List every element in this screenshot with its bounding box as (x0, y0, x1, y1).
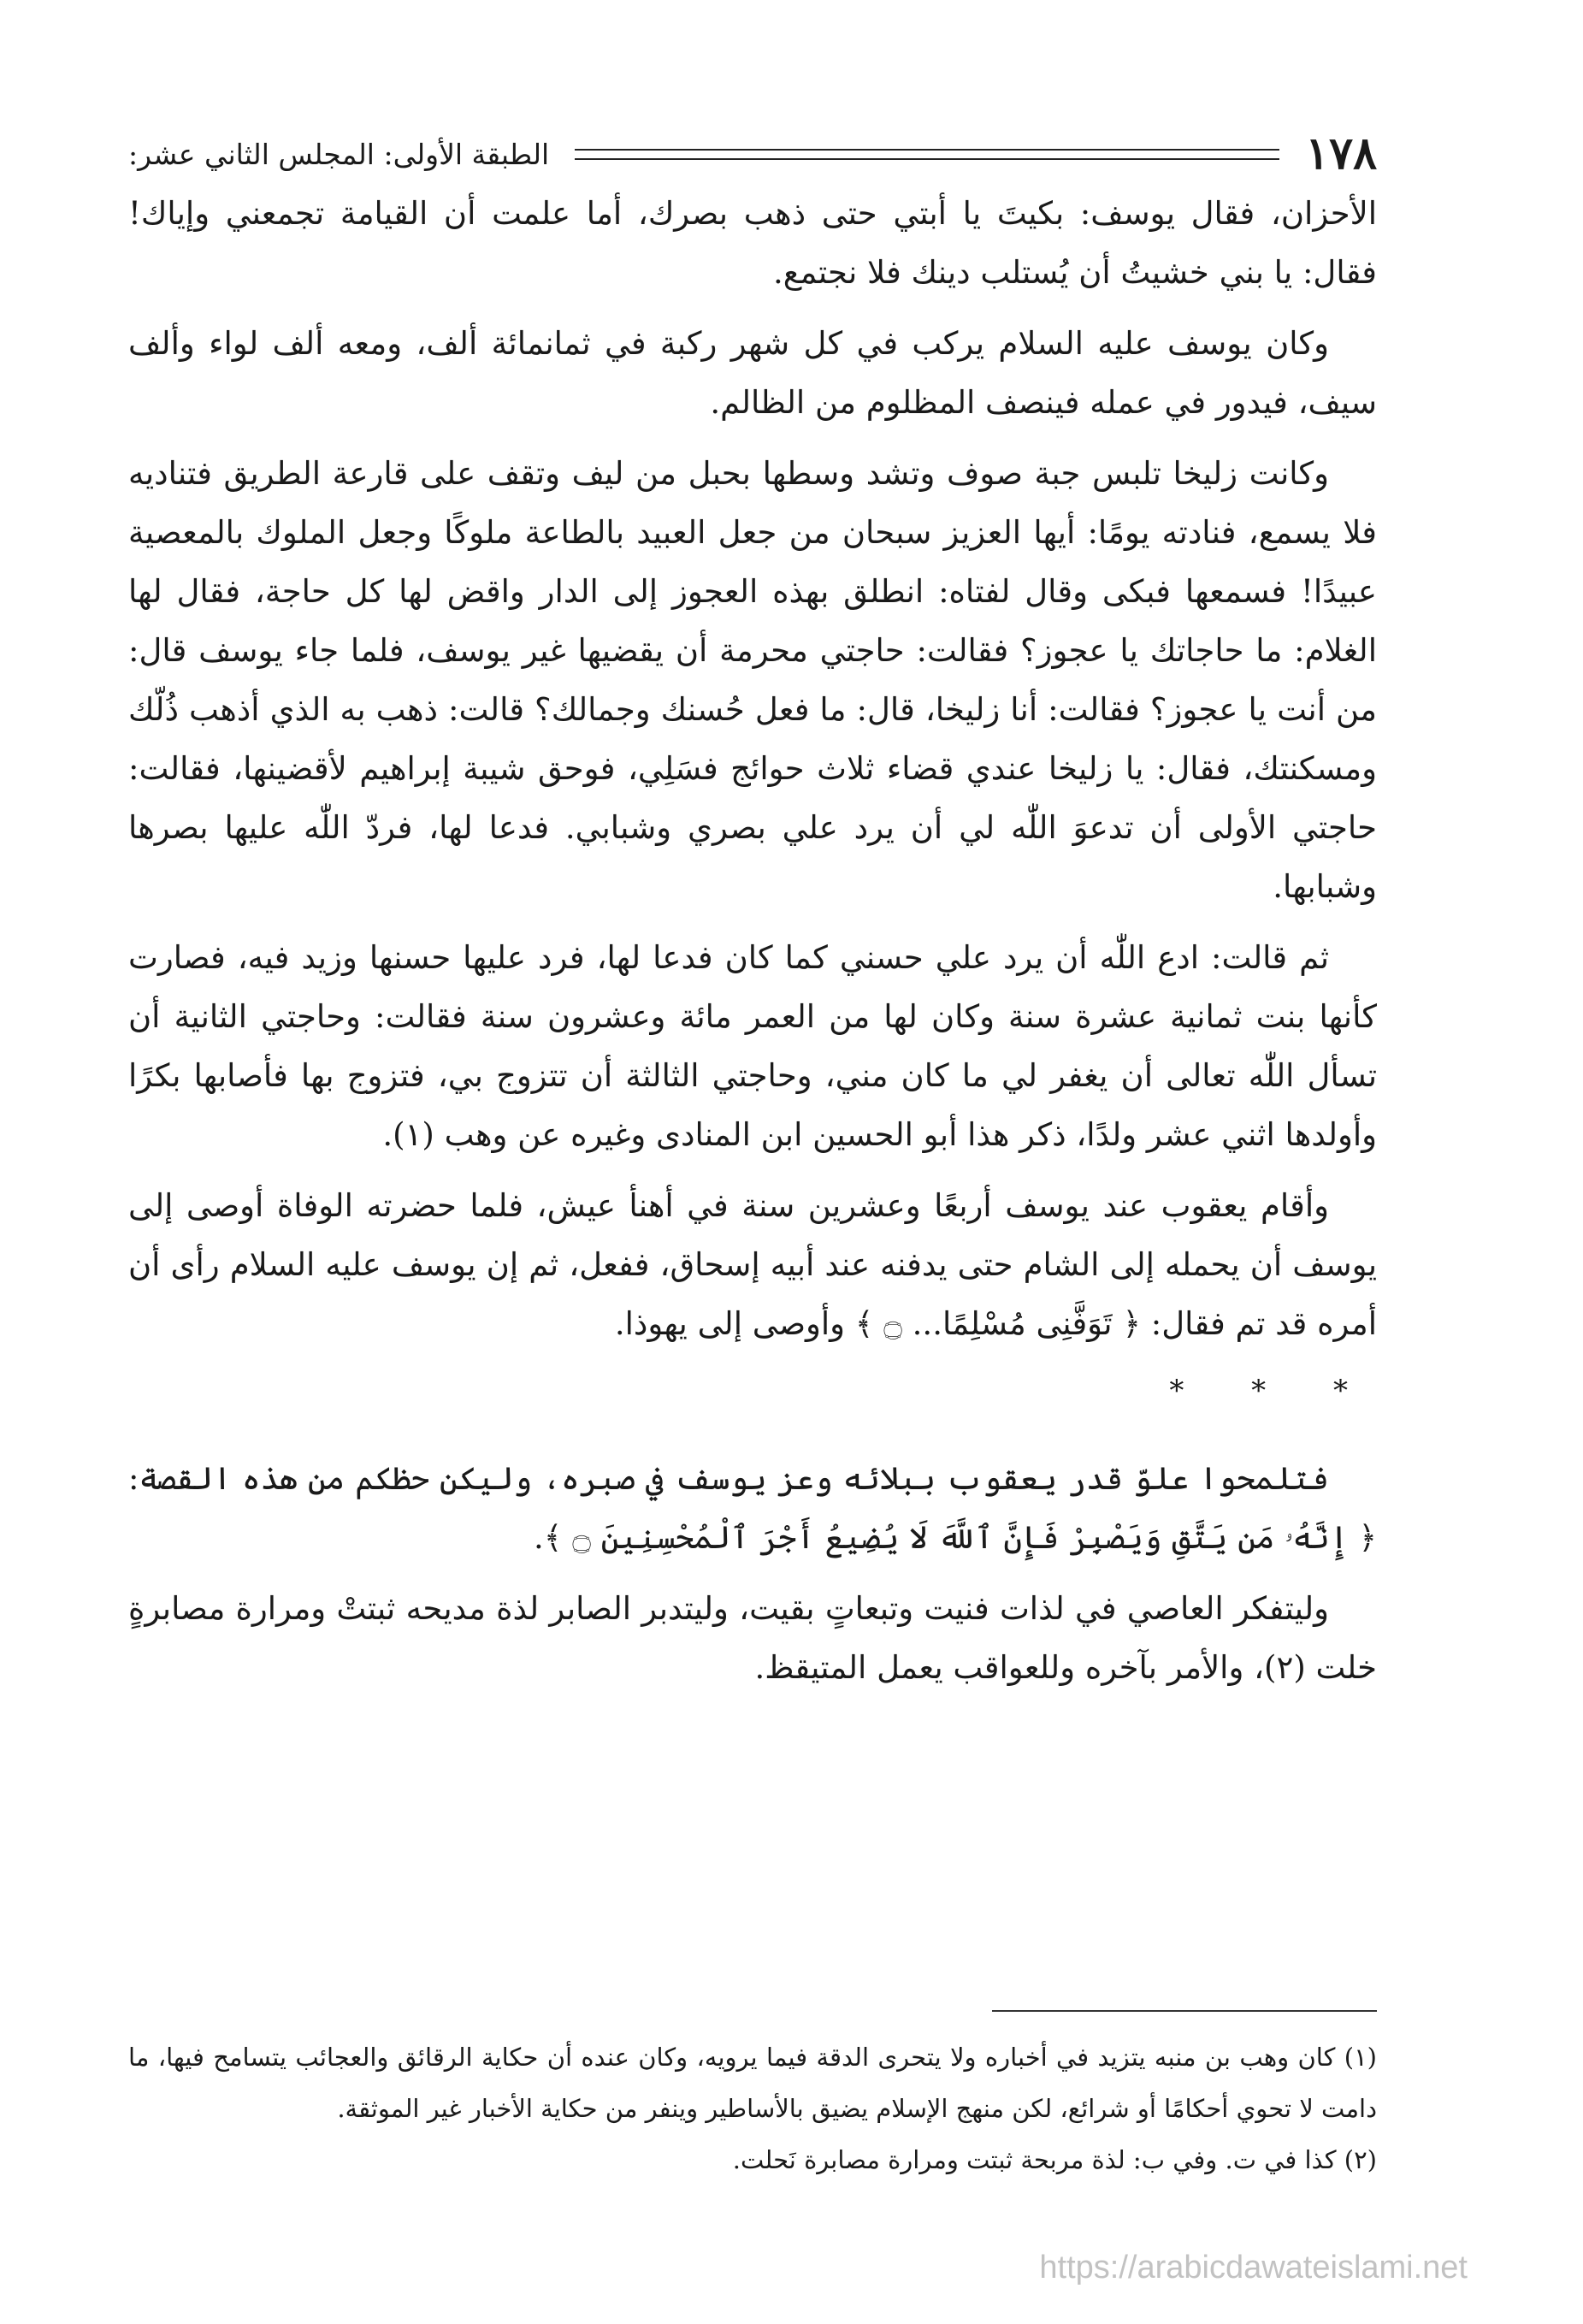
paragraph-5: وأقام يعقوب عند يوسف أربعًا وعشرين سنة في أهنأ عيش، فلما حضرته الوفاة أوصى إلى يوسف أن يحمله إلى الشام حتى يدفنه عند أبيه إسحاق، ففعل، ثم إن يوسف عليه السلام رأى أن أمره قد تم فقال: ﴿ تَوَفَّنِى مُسْلِمًا... ۝ ﴾ وأوصى إلى يهوذا. (128, 1187, 1377, 1342)
paragraph-6: فتلمحوا علوّ قدر يعقوب ببلائه وعز يوسف في صبره، وليكن حظكم من هذه القصة: ﴿ إِنَّهُۥ مَن يَتَّقِ وَيَصْبِرْ فَإِنَّ ٱللَّهَ لَا يُضِيعُ أَجْرَ ٱلْمُحْسِنِينَ ۝ ﴾. (128, 1460, 1377, 1556)
section-divider: * * * (1169, 1374, 1377, 1408)
header-rule (575, 149, 1279, 160)
watermark-url: https://arabicdawateislami.net (1039, 2250, 1468, 2286)
page-number: ١٧٨ (1305, 127, 1377, 180)
paragraph-4: ثم قالت: ادع اللّٰه أن يرد علي حسني كما كان فدعا لها، فرد عليها حسنها وزيد فيه، فصارت كأنها بنت ثمانية عشرة سنة وكان لها من العمر مائة وعشرون سنة فقالت: وحاجتي الثانية أن تسأل اللّٰه تعالى أن يغفر لي ما كان مني، وحاجتي الثالثة أن تتزوج بي، فتزوج بها فأصابها بكرًا وأولدها اثني عشر ولدًا، ذكر هذا أبو الحسين ابن المنادى وغيره عن وهب (١). (128, 939, 1377, 1153)
running-title: الطبقة الأولى: المجلس الثاني عشر: (128, 137, 550, 171)
paragraph-3: وكانت زليخا تلبس جبة صوف وتشد وسطها بحبل من ليف وتقف على قارعة الطريق فتناديه فلا يسمع، فنادته يومًا: أيها العزيز سبحان من جعل العبيد بالطاعة ملوكًا وجعل الملوك بالمعصية عبيدًا! فسمعها فبكى وقال لفتاه: انطلق بهذه العجوز إلى الدار واقض لها كل حاجة، فقال لها الغلام: ما حاجاتك يا عجوز؟ فقالت: حاجتي محرمة أن يقضيها غير يوسف، فلما جاء يوسف قال: من أنت يا عجوز؟ فقالت: أنا زليخا، قال: ما فعل حُسنك وجمالك؟ قالت: ذهب به الذي أذهب ذُلّك ومسكنتك، فقال: يا زليخا عندي قضاء ثلاث حوائج فسَلِي، فوحق شيبة إبراهيم لأقضينها، فقالت: حاجتي الأولى أن تدعوَ اللّٰه لي أن يرد علي بصري وشبابي. فدعا لها، فردّ اللّٰه عليها بصرها وشبابها. (128, 455, 1377, 905)
main-text (128, 184, 1377, 1709)
footnote-2: (٢) كذا في ت. وفي ب: لذة مربحة ثبتت ومرارة مصابرة نَحلت. (732, 2145, 1377, 2174)
running-header (128, 124, 1377, 184)
footnotes (128, 2031, 1377, 2185)
footnote-rule (992, 2010, 1377, 2012)
paragraph-1: الأحزان، فقال يوسف: بكيتَ يا أبتي حتى ذهب بصرك، أما علمت أن القيامة تجمعني وإياك! فقال: يا بني خشيتُ أن يُستلب دينك فلا نجتمع. (128, 195, 1377, 291)
paragraph-2: وكان يوسف عليه السلام يركب في كل شهر ركبة في ثمانمائة ألف، ومعه ألف لواء وألف سيف، فيدور في عمله فينصف المظلوم من الظالم. (128, 325, 1377, 421)
paragraph-7: وليتفكر العاصي في لذات فنيت وتبعاتٍ بقيت، وليتدبر الصابر لذة مديحه ثبتتْ ومرارة مصابرةٍ خلت (٢)، والأمر بآخره وللعواقب يعمل المتيقظ. (128, 1590, 1377, 1686)
footnote-1: (١) كان وهب بن منبه يتزيد في أخباره ولا يتحرى الدقة فيما يرويه، وكان عنده أن حكاية الرقائق والعجائب يتسامح فيها، ما دامت لا تحوي أحكامًا أو شرائع، لكن منهج الإسلام يضيق بالأساطير وينفر من حكاية الأخبار غير الموثقة. (128, 2043, 1377, 2123)
